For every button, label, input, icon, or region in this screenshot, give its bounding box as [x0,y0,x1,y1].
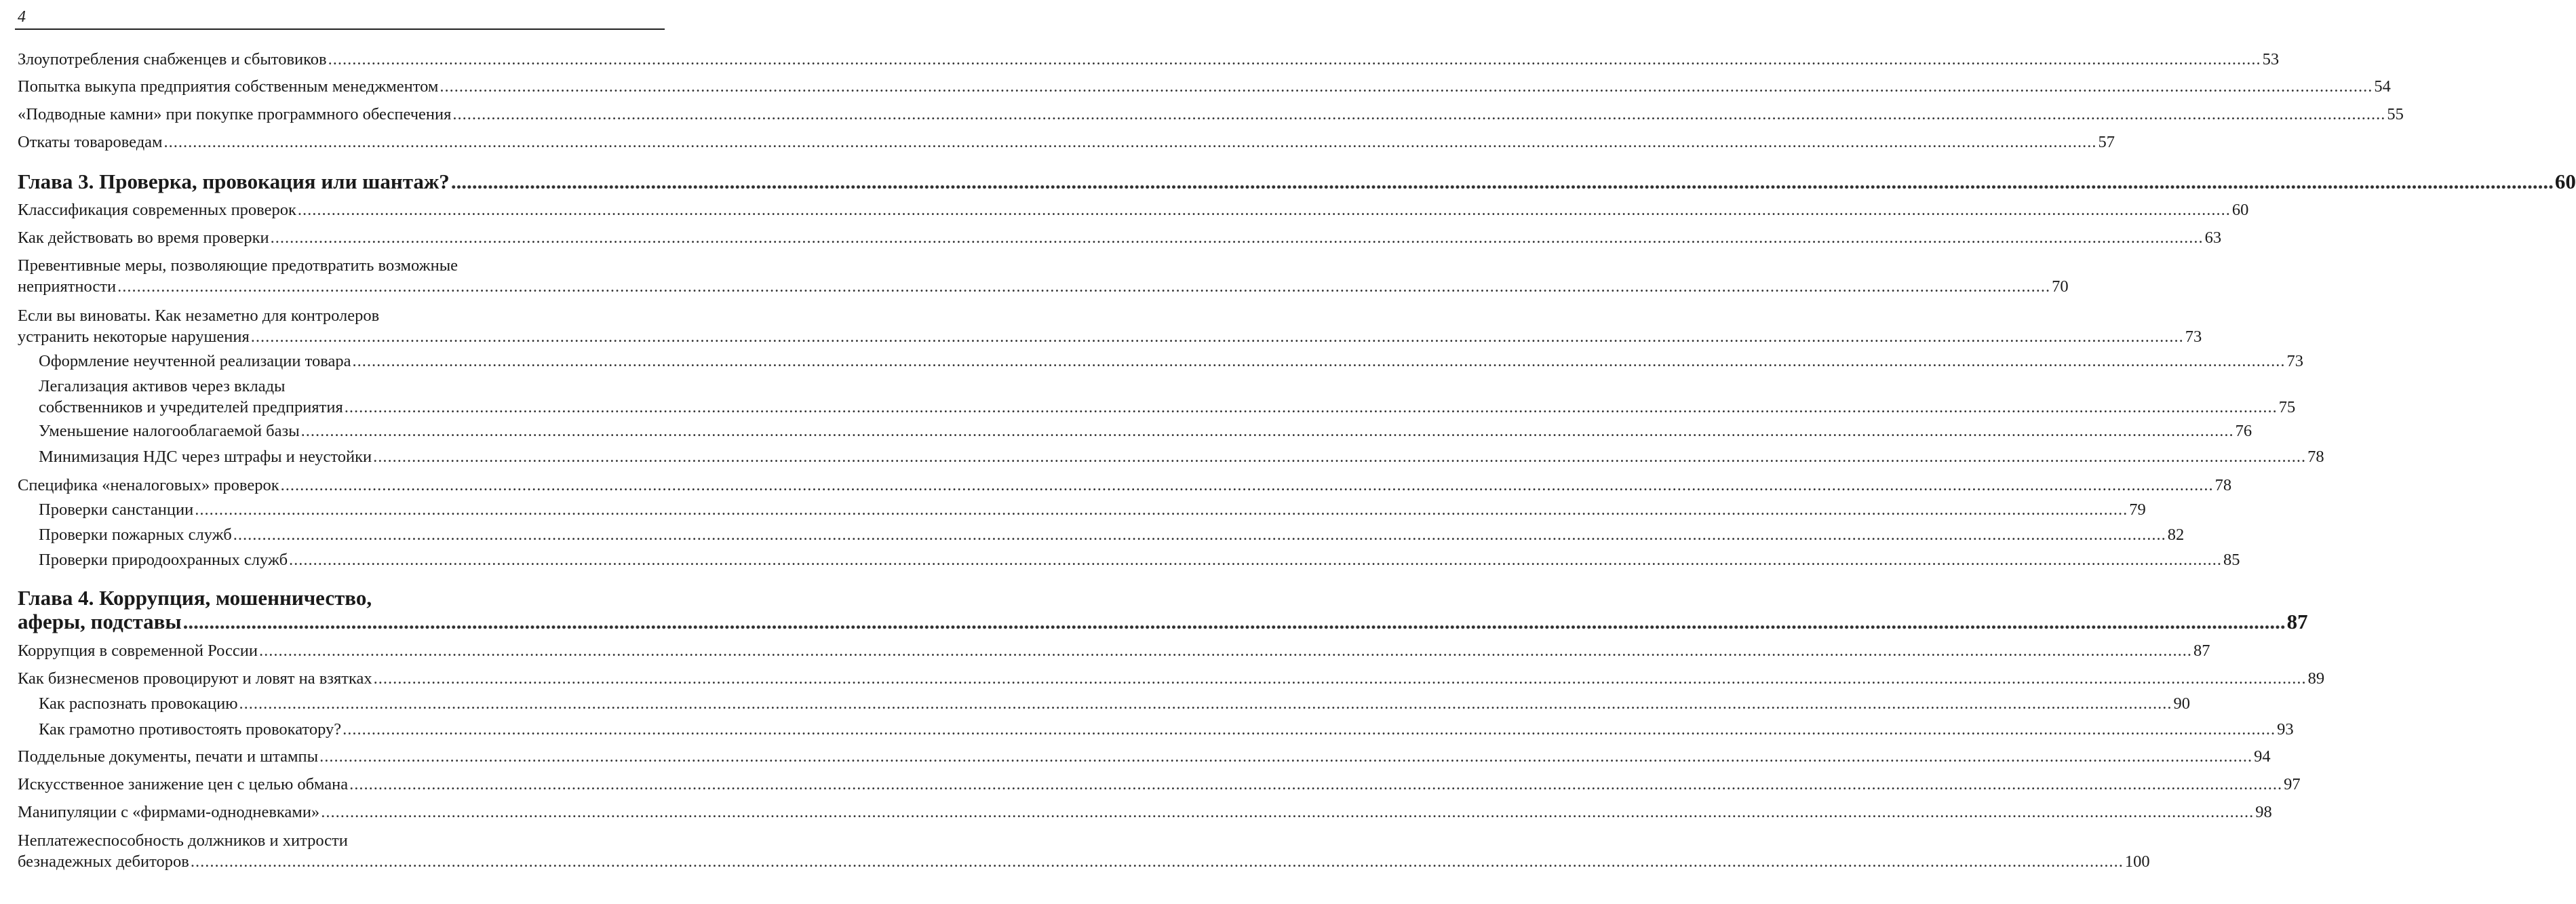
toc-page: 90 [2173,694,2191,713]
leader-dots: ................................................................................................................................................................................................................................................................................................................................................................................................................ [344,398,2278,416]
toc-page: 82 [2167,526,2185,544]
toc-entry [18,305,2202,347]
toc-entry [18,640,2210,661]
toc-page: 57 [2098,133,2115,151]
toc-title-line: аферы, подставы [18,610,182,633]
toc-page: 73 [2185,328,2202,346]
toc-entry [18,830,2150,872]
leader-dots: ................................................................................................................................................................................................................................................................................................................................................................................................................ [280,476,2214,494]
toc-title: Минимизация НДС через штрафы и неустойки [39,448,372,466]
toc-title: Коррупция в современной России [18,642,258,660]
toc-title: Уменьшение налогооблагаемой базы [39,422,300,440]
toc-title-line: Неплатежеспособность должников и хитрости [18,831,348,850]
toc-title-line: собственников и учредителей предприятия [39,398,343,416]
toc-title: Классификация современных проверок [18,201,296,219]
toc-title: Проверки пожарных служб [39,526,232,544]
leader-dots: ................................................................................................................................................................................................................................................................................................................................................................................................................ [258,642,2192,660]
toc-page: 87 [2193,642,2210,660]
toc-page: 73 [2286,352,2303,370]
leader-dots: ................................................................................................................................................................................................................................................................................................................................................................................................................ [163,133,2097,151]
leader-dots: ................................................................................................................................................................................................................................................................................................................................................................................................................ [195,500,2128,519]
toc-title: Откаты товароведам [18,133,163,151]
leader-dots: ................................................................................................................................................................................................................................................................................................................................................................................................................ [297,201,2231,219]
toc-entry [18,104,2404,125]
leader-dots: ................................................................................................................................................................................................................................................................................................................................................................................................................ [440,77,2373,96]
toc-title: Проверки природоохранных служб [39,551,288,569]
toc-title: «Подводные камни» при покупке программного обеспечения [18,105,452,123]
toc-page: 55 [2387,105,2404,123]
toc-page: 87 [2286,610,2308,633]
toc-subentry [18,420,2252,441]
leader-dots: ................................................................................................................................................................................................................................................................................................................................................................................................................ [373,669,2307,688]
toc-title-line: Если вы виноваты. Как незаметно для контролеров [18,307,380,325]
toc-title: Манипуляции с «фирмами-однодневками» [18,803,320,821]
toc-title: Проверки санстанции [39,500,194,519]
toc-page: 78 [2307,448,2324,466]
toc-title: Как бизнесменов провоцируют и ловят на взятках [18,669,372,688]
toc-subentry [18,351,2303,372]
toc-entry [18,802,2272,823]
toc-title: Злоупотребления снабженцев и сбытовиков [18,50,327,68]
toc-title: Поддельные документы, печати и штампы [18,747,319,766]
toc-entry [18,49,2280,70]
toc-subentry [18,719,2294,740]
toc-entry [18,475,2232,496]
leader-dots: ................................................................................................................................................................................................................................................................................................................................................................................................................ [319,747,2253,766]
toc-page: 89 [2307,669,2325,688]
toc-page: 98 [2255,803,2272,821]
leader-dots: ................................................................................................................................................................................................................................................................................................................................................................................................................ [233,526,2166,544]
toc-title: Искусственное занижение цен с целью обмана [18,775,349,793]
leader-dots: ................................................................................................................................................................................................................................................................................................................................................................................................................ [182,610,2286,633]
toc-page: 79 [2129,500,2146,519]
toc-title: Как распознать провокацию [39,694,238,713]
toc-chapter-heading [18,586,2308,633]
toc-subentry [18,499,2146,520]
toc-subentry [18,376,2296,418]
leader-dots: ................................................................................................................................................................................................................................................................................................................................................................................................................ [328,50,2261,68]
toc-title: Оформление неучтенной реализации товара [39,352,351,370]
header-rule [15,28,665,30]
toc-page: 75 [2278,398,2296,416]
toc-page: 70 [2052,277,2069,296]
toc-page: 94 [2254,747,2271,766]
leader-dots: ................................................................................................................................................................................................................................................................................................................................................................................................................ [250,328,2184,346]
leader-dots: ................................................................................................................................................................................................................................................................................................................................................................................................................ [450,170,2554,193]
toc-entry [18,774,2301,795]
leader-dots: ................................................................................................................................................................................................................................................................................................................................................................................................................ [270,229,2204,247]
page-number: 4 [18,8,26,26]
toc-page: 60 [2554,170,2576,193]
leader-dots: ................................................................................................................................................................................................................................................................................................................................................................................................................ [452,105,2386,123]
toc-title: Как действовать во время проверки [18,229,269,247]
leader-dots: ................................................................................................................................................................................................................................................................................................................................................................................................................ [239,694,2172,713]
toc-title-line: безнадежных дебиторов [18,852,189,871]
toc-subentry [18,549,2240,570]
toc-page: 93 [2277,720,2294,739]
toc-chapter-heading [18,170,2576,193]
toc-entry [18,255,2069,297]
toc-title: Попытка выкупа предприятия собственным менеджментом [18,77,439,96]
toc-page: 97 [2284,775,2301,793]
toc-subentry [18,693,2191,714]
toc-entry [18,746,2271,767]
leader-dots: ................................................................................................................................................................................................................................................................................................................................................................................................................ [190,852,2124,871]
toc-title-line: устранить некоторые нарушения [18,328,250,346]
leader-dots: ................................................................................................................................................................................................................................................................................................................................................................................................................ [373,448,2307,466]
toc-entry [18,132,2115,153]
toc-title: Специфика «неналоговых» проверок [18,476,279,494]
toc-title-line: неприятности [18,277,117,296]
toc-entry [18,668,2325,689]
toc-subentry [18,524,2185,545]
toc-page: 76 [2235,422,2252,440]
toc-page: 78 [2214,476,2232,494]
toc-entry [18,227,2222,248]
leader-dots: ................................................................................................................................................................................................................................................................................................................................................................................................................ [349,775,2283,793]
leader-dots: ................................................................................................................................................................................................................................................................................................................................................................................................................ [352,352,2286,370]
leader-dots: ................................................................................................................................................................................................................................................................................................................................................................................................................ [289,551,2223,569]
leader-dots: ................................................................................................................................................................................................................................................................................................................................................................................................................ [300,422,2234,440]
toc-title-line: Превентивные меры, позволяющие предотвратить возможные [18,256,458,275]
toc-title: Как грамотно противостоять провокатору? [39,720,342,739]
toc-title-line: Глава 4. Коррупция, мошенничество, [18,586,372,610]
toc-title: Глава 3. Проверка, провокация или шантаж? [18,170,450,193]
toc-page: 54 [2374,77,2391,96]
leader-dots: ................................................................................................................................................................................................................................................................................................................................................................................................................ [343,720,2276,739]
toc-title-line: Легализация активов через вклады [39,377,286,395]
toc-subentry [18,446,2324,467]
toc-page: 63 [2204,229,2222,247]
toc-page: 60 [2231,201,2249,219]
toc-page: 53 [2262,50,2280,68]
toc-page: 85 [2223,551,2240,569]
toc-entry [18,199,2249,220]
leader-dots: ................................................................................................................................................................................................................................................................................................................................................................................................................ [117,277,2051,296]
toc-page: 100 [2124,852,2150,871]
leader-dots: ................................................................................................................................................................................................................................................................................................................................................................................................................ [321,803,2255,821]
toc-entry [18,76,2391,97]
